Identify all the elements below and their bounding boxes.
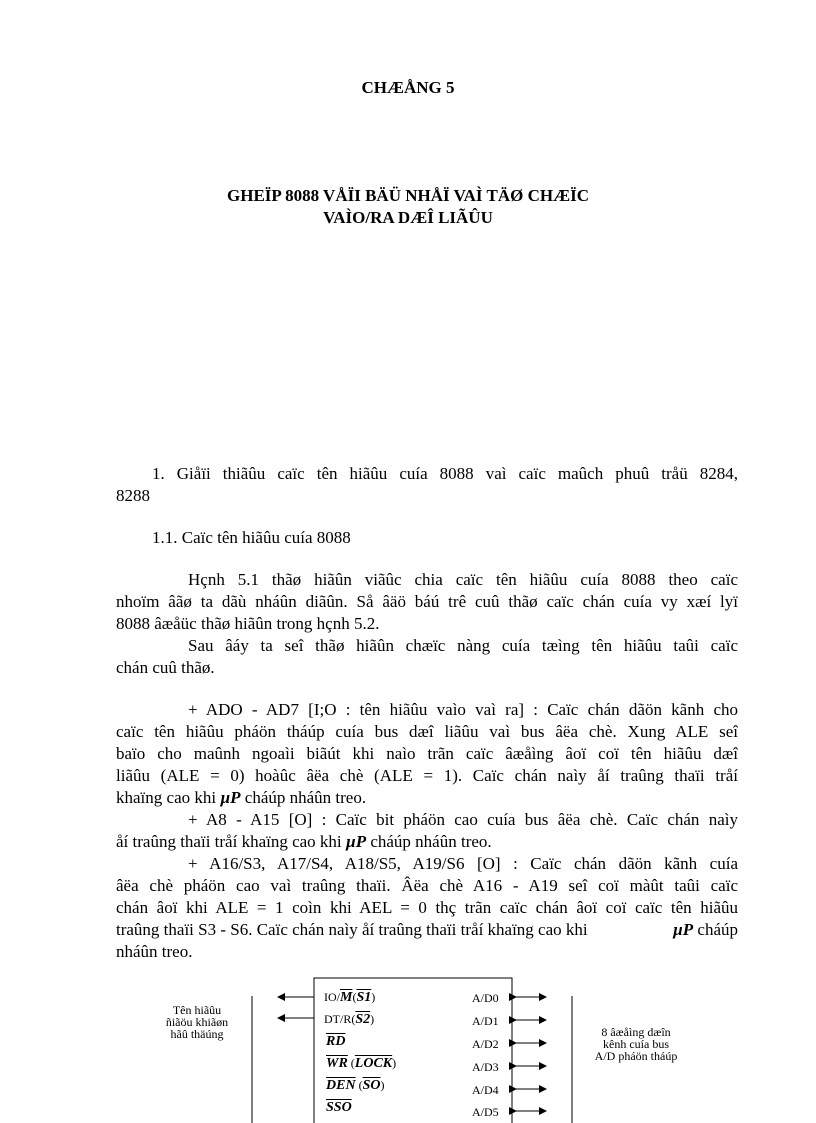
mu-p-symbol: µP	[220, 788, 241, 807]
paragraph-1-line: Hçnh 5.1 thãø hiãûn viãûc chia caïc tên hiãûu cuía 8088 theo caïc	[188, 570, 738, 589]
paren-open: (	[352, 990, 357, 1004]
ad-pin-2: A/D2	[472, 1037, 499, 1051]
section-1-1-heading: 1.1. Caïc tên hiãûu cuía 8088	[152, 528, 351, 547]
sso-signal: $\overline{SSO}$	[326, 1100, 352, 1115]
system-control-label: Tên hiãûu ñiãöu khiãøn hãû thäúng	[165, 1003, 229, 1041]
paragraph-5-tail	[673, 920, 738, 940]
ad-pin-3: A/D3	[472, 1060, 499, 1074]
paragraph-3-line: baïo cho maûnh ngoaìi biãút khi naìo trãn caïc âæåìng âoï coï tên hiãûu dæî	[116, 744, 738, 763]
wr-lock-pin	[326, 1056, 396, 1072]
paragraph-1-line: 8088 âæåüc thãø hiãûn trong hçnh 5.2.	[116, 614, 380, 633]
mu-p-symbol: µP	[345, 832, 367, 851]
paragraph-3-line: + ADO - AD7 [I;O : tên hiãûu vaìo vaì ra] : Caïc chán dãön kãnh cho	[188, 700, 738, 719]
dtr-prefix: DT/R(	[324, 1012, 356, 1026]
section-1-heading: 1. Giåïi thiãûu caïc tên hiãûu cuía 8088 vaì caïc maûch phuû tråü 8284,	[152, 464, 738, 483]
ad-pin-0: A/D0	[472, 991, 499, 1005]
paragraph-4-line: + A8 - A15 [O] : Caïc bit pháön cao cuía bus âëa chè. Caïc chán naìy	[188, 810, 738, 829]
so-signal: $\overline{SO}$	[362, 1078, 381, 1093]
den-so-pin	[326, 1078, 384, 1094]
paragraph-3-line	[116, 788, 738, 808]
paragraph-5-line: chán âoï khi ALE = 1 coìn khi AEL = 0 thç trãn caïc chán âoï coï caïc tên hiãûu	[116, 898, 738, 917]
paragraph-2-line: Sau âáy ta seî thãø hiãûn chæïc nàng cuía tæìng tên hiãûu taûi caïc	[188, 636, 738, 655]
page-title-line-2: VAÌO/RA DÆÎ LIÃÛU	[323, 208, 493, 227]
paragraph-5-text: traûng thaïi S3 - S6. Caïc chán naìy åí traûng thaïi tråí khaïng cao khi	[116, 920, 588, 939]
paragraph-3-line: caïc tên hiãûu pháön tháúp cuía bus dæî liãûu vaì bus âëa chè. Xung ALE seî	[116, 722, 738, 741]
diagram-lines	[0, 970, 816, 1123]
pin-diagram	[0, 970, 816, 1123]
paren-close: )	[370, 1012, 375, 1026]
paragraph-4-line	[116, 832, 738, 852]
paragraph-2-line: chán cuû thãø.	[116, 658, 215, 677]
page-title-line-1: GHEÏP 8088 VÅÏI BÄÜ NHÅÏ VAÌ TÄØ CHÆÏC	[227, 186, 589, 205]
ad-pin-4: A/D4	[472, 1083, 499, 1097]
io-prefix: IO/	[324, 990, 340, 1004]
sso-pin	[326, 1100, 352, 1116]
s2-signal: S2	[355, 1012, 371, 1027]
section-1-heading-cont: 8288	[116, 486, 150, 505]
ad-pin-5: A/D5	[472, 1105, 499, 1119]
ad-bus-label: 8 âæåìng dæîn kênh cuía bus A/D pháön tháúp	[594, 1025, 678, 1063]
den-signal: $\overline{DEN}$	[326, 1078, 356, 1093]
paragraph-3-line: liãûu (ALE = 0) hoàûc âëa chè (ALE = 1). Caïc chán naìy åí traûng thaïi tråí	[116, 766, 738, 785]
wr-signal: $\overline{WR}$	[326, 1056, 348, 1071]
paragraph-3-text: khaïng cao khi	[116, 788, 217, 807]
mu-p-symbol: µP	[672, 920, 694, 939]
paragraph-5-line: âëa chè pháön cao vaì traûng thaïi. Âëa chè A16 - A19 seî coï màût taûi caïc	[116, 876, 738, 895]
paragraph-5-text: cháúp	[697, 920, 738, 939]
paren-close: )	[371, 990, 376, 1004]
paragraph-5-line: nháûn treo.	[116, 942, 193, 961]
chapter-heading: CHÆÅNG 5	[361, 78, 455, 97]
paragraph-3-text: cháúp nháûn treo.	[244, 788, 367, 807]
paren-open: (	[350, 1056, 355, 1070]
rd-pin	[326, 1034, 345, 1050]
paragraph-4-text: åí traûng thaïi tråí khaïng cao khi	[116, 832, 342, 851]
dtr-pin	[324, 1012, 374, 1028]
paren-close: )	[392, 1056, 397, 1070]
paren-open: (	[358, 1078, 363, 1092]
paragraph-5-line: + A16/S3, A17/S4, A18/S5, A19/S6 [O] : Caïc chán dãön kãnh cuía	[188, 854, 738, 873]
paragraph-5-line	[116, 920, 738, 940]
paragraph-1-line: nhoïm âãø ta dãù nháûn diãûn. Så âäö báú trê cuû thãø caïc chán cuía vy xæí lyï	[116, 592, 738, 611]
m-signal: $\overline{M}$	[340, 990, 353, 1005]
paragraph-4-text: cháúp nháûn treo.	[370, 832, 492, 851]
rd-signal: $\overline{RD}$	[326, 1034, 346, 1049]
s1-signal: S1	[356, 990, 372, 1005]
paren-close: )	[380, 1078, 385, 1092]
ad-pin-1: A/D1	[472, 1014, 499, 1028]
lock-signal: LOCK	[354, 1056, 393, 1071]
io-m-pin	[324, 990, 375, 1006]
